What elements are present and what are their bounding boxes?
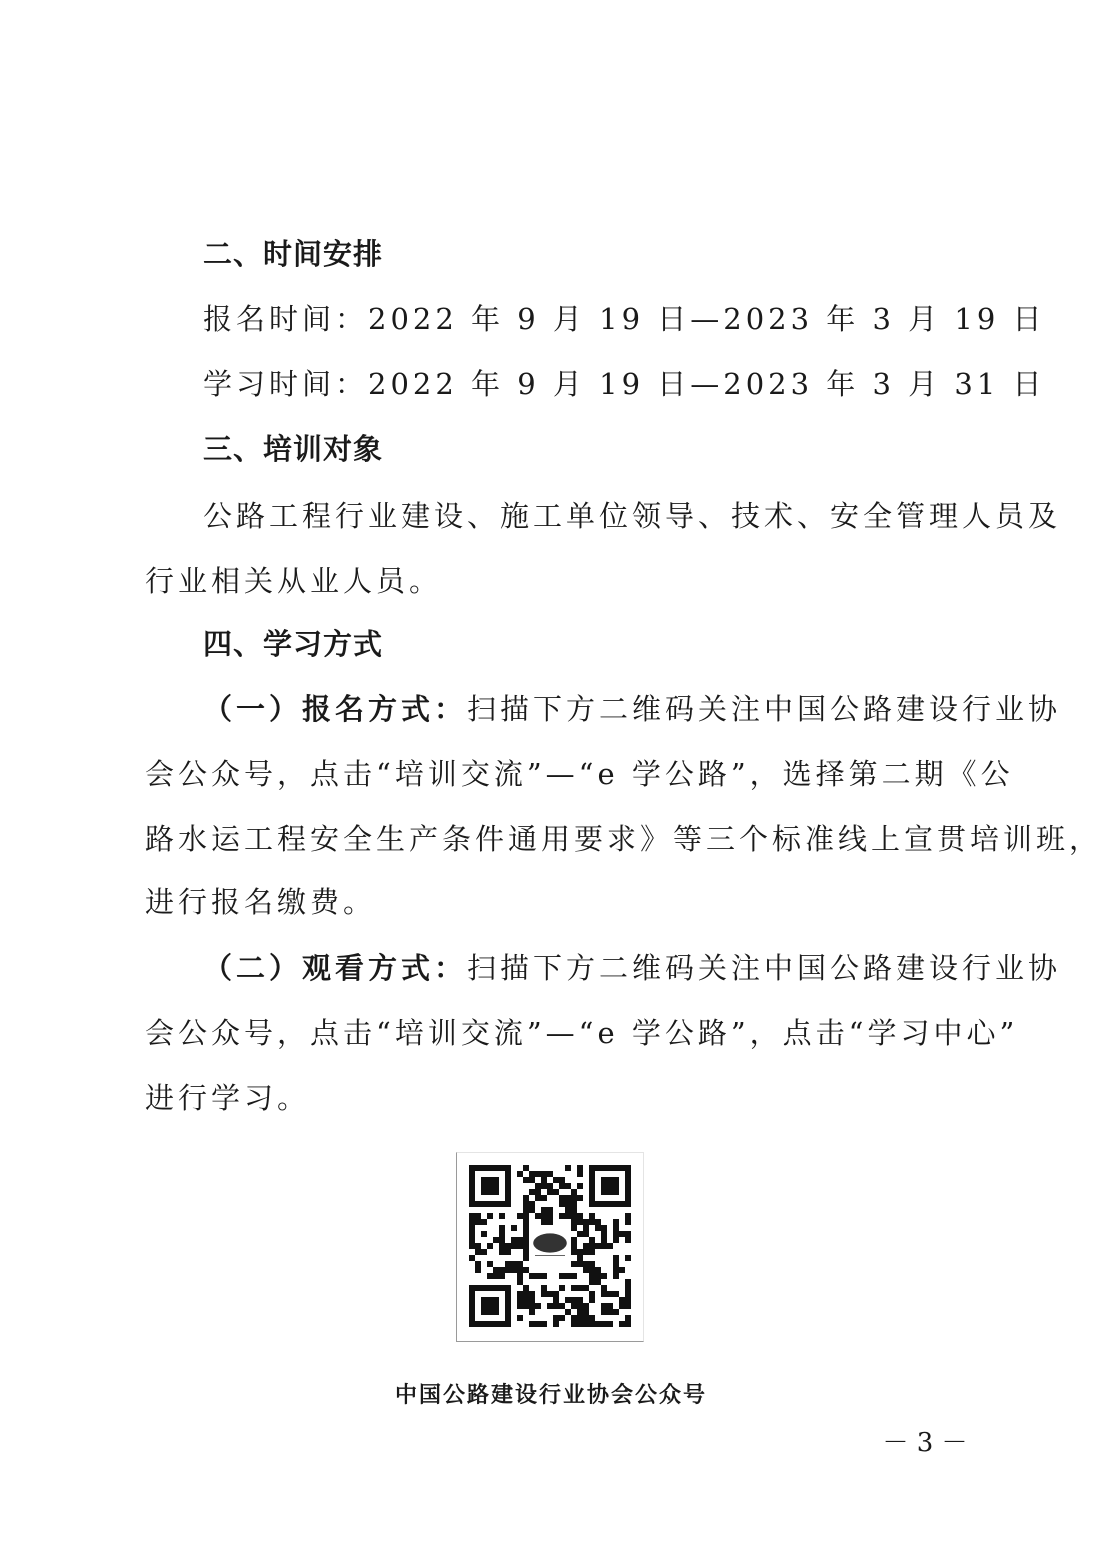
registration-method-line-1: （一）报名方式：扫描下方二维码关注中国公路建设行业协 (203, 692, 1062, 726)
registration-method-line-2: 会公众号，点击“培训交流”—“e 学公路”，选择第二期《公 (145, 757, 1014, 791)
viewing-method-label: （二）观看方式： (203, 951, 468, 985)
registration-method-line-3: 路水运工程安全生产条件通用要求》等三个标准线上宣贯培训班， (145, 822, 1102, 856)
qr-caption: 中国公路建设行业协会公众号 (394, 1383, 707, 1408)
viewing-method-line-1: （二）观看方式：扫描下方二维码关注中国公路建设行业协 (203, 951, 1062, 985)
qr-code[interactable] (456, 1152, 644, 1342)
page-number: － 3 － (882, 1428, 968, 1458)
qr-code-icon (469, 1165, 631, 1327)
audience-heading: 三、培训对象 (203, 432, 384, 466)
audience-line-2: 行业相关从业人员。 (145, 564, 443, 598)
registration-method-line-4: 进行报名缴费。 (145, 885, 377, 919)
audience-line-1: 公路工程行业建设、施工单位领导、技术、安全管理人员及 (203, 499, 1062, 533)
registration-time: 报名时间：2022 年 9 月 19 日—2023 年 3 月 19 日 (203, 302, 1046, 336)
schedule-heading: 二、时间安排 (203, 237, 384, 271)
study-time: 学习时间：2022 年 9 月 19 日—2023 年 3 月 31 日 (203, 367, 1046, 401)
viewing-method-line-2: 会公众号，点击“培训交流”—“e 学公路”，点击“学习中心” (145, 1016, 1019, 1050)
registration-method-label: （一）报名方式： (203, 692, 468, 726)
viewing-method-line-3: 进行学习。 (145, 1081, 311, 1115)
method-heading: 四、学习方式 (203, 627, 384, 661)
